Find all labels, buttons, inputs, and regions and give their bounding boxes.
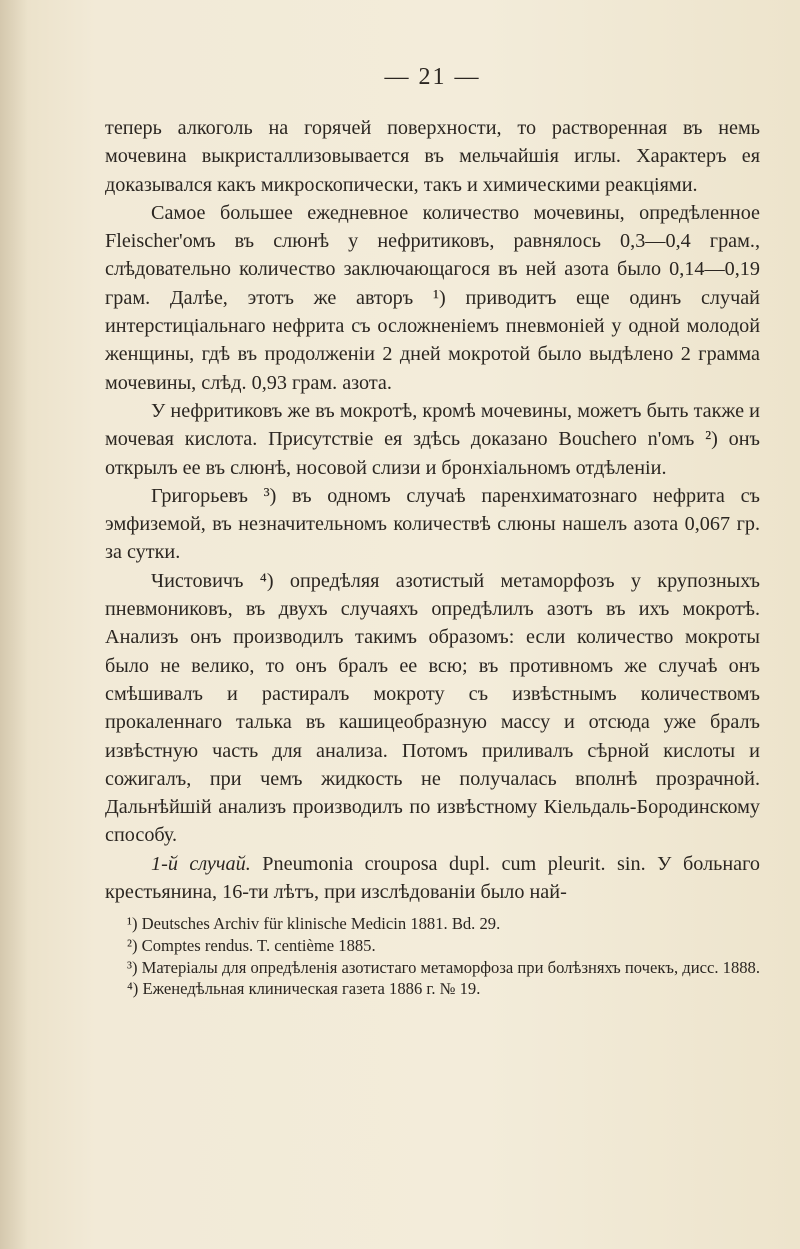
case-text: Pneumonia crouposa dupl. cum pleurit. sin. У больнаго крестьянина, 16-ти лѣтъ, при изслѣдованіи было най- <box>105 852 761 904</box>
footnotes <box>105 912 760 999</box>
footnote-4 <box>105 978 760 1000</box>
footnote-1 <box>105 913 760 935</box>
paragraph-3: У нефритиковъ же въ мокротѣ, кромѣ мочевины, можетъ быть также и мочевая кислота. Присутствіе ея здѣсь доказано Bouchero n'омъ ²) онъ открылъ ее въ слюнѣ, носовой слизи и бронхіальномъ отдѣленіи. <box>105 399 760 479</box>
paragraph-6 <box>105 850 760 907</box>
page-fold-shadow <box>0 0 28 1249</box>
footnote-mark: ⁴) <box>127 979 139 999</box>
case-heading: 1-й случай. <box>151 852 251 875</box>
footnote-text: Еженедѣльная клиническая газета 1886 г. № 19. <box>142 979 481 999</box>
footnote-3 <box>105 957 760 979</box>
paragraph-2: Самое большее ежедневное количество мочевины, опредѣленное Fleischer'омъ въ слюнѣ у нефритиковъ, равнялось 0,3—0,4 грам., слѣдовательно количество заключающагося въ ней азота было 0,14—0,19 грам. Далѣе, этотъ же авторъ ¹) приводитъ еще одинъ случай интерстиціальнаго нефрита съ осложненіемъ пневмоніей у одной молодой женщины, гдѣ въ продолженіи 2 дней мокротой было выдѣлено 2 грамма мочевины, слѣд. 0,93 грам. азота. <box>105 201 760 394</box>
page-content <box>105 62 760 1000</box>
page-number: — 21 — <box>384 64 481 90</box>
footnote-text: Deutsches Archiv für klinische Medicin 1881. Bd. 29. <box>141 914 501 934</box>
footnote-text: Comptes rendus. T. centième 1885. <box>141 935 376 955</box>
paragraph-4: Григорьевъ ³) въ одномъ случаѣ паренхиматознаго нефрита съ эмфиземой, въ незначительномъ количествѣ слюны нашелъ азота 0,067 гр. за сутки. <box>105 484 760 564</box>
paragraph-1: теперь алкоголь на горячей поверхности, то растворенная въ немь мочевина выкристаллизовывается въ мельчайшія иглы. Характеръ ея доказывался какъ микроскопически, такъ и химическими реакціями. <box>105 117 760 196</box>
body-text <box>105 114 760 906</box>
footnote-mark: ¹) <box>127 914 138 934</box>
footnote-text: Матеріалы для опредѣленія азотистаго метаморфоза при болѣзняхъ почекъ, дисс. 1888. <box>141 957 760 977</box>
footnote-mark: ²) <box>127 935 138 955</box>
footnote-mark: ³) <box>127 957 138 977</box>
paragraph-5: Чистовичъ ⁴) опредѣляя азотистый метаморфозъ у крупозныхъ пневмониковъ, въ двухъ случаяхъ опредѣлилъ азотъ въ ихъ мокротѣ. Анализъ онъ производилъ такимъ образомъ: если количество мокроты было не велико, то онъ бралъ ее всю; въ противномъ же случаѣ онъ смѣшивалъ и растиралъ мокроту съ извѣстнымъ количествомъ прокаленнаго талька въ кашицеобразную массу и отсюда уже бралъ извѣстную часть для анализа. Потомъ приливалъ сѣрной кислоты и сожигалъ, при чемъ жидкость не получалась вполнѣ прозрачной. Дальнѣйшій анализъ производилъ по извѣстному Кіельдаль-Бородинскому способу. <box>105 569 760 847</box>
footnote-2 <box>105 935 760 957</box>
